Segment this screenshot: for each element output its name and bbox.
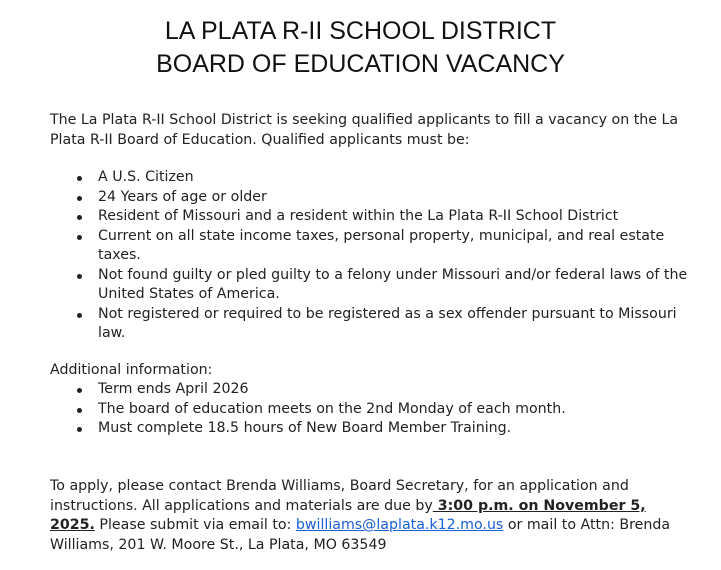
- list-item: Not registered or required to be registered as a sex offender pursuant to Missouri law.: [50, 305, 690, 344]
- list-item: The board of education meets on the 2nd Monday of each month.: [50, 400, 690, 420]
- title-line-2: BOARD OF EDUCATION VACANCY: [156, 50, 565, 78]
- list-item: Must complete 18.5 hours of New Board Member Training.: [50, 419, 690, 439]
- intro-paragraph: The La Plata R-II School District is seeking qualified applicants to fill a vacancy on the La Plata R-II Board of Education. Qualified applicants must be:: [50, 112, 679, 148]
- deadline: 3:00 p.m. on November 5, 2025.: [50, 497, 646, 533]
- apply-text: To apply, please contact Brenda Williams, Board Secretary, for an application and instructions. All applications and materials are due by: [50, 478, 629, 514]
- email-link[interactable]: bwilliams@laplata.k12.mo.us: [295, 517, 504, 533]
- title-line-1: LA PLATA R-II SCHOOL DISTRICT: [164, 17, 557, 45]
- list-item: Term ends April 2026: [50, 380, 690, 400]
- apply-text: Please submit via email to:: [94, 517, 296, 533]
- apply-text: or mail to Attn: Brenda Williams, 201 W. Moore St., La Plata, MO 63549: [50, 517, 671, 553]
- list-item: A U.S. Citizen: [50, 168, 690, 188]
- document-title: [0, 15, 721, 81]
- list-item: Not found guilty or pled guilty to a felony under Missouri and/or federal laws of the United States of America.: [50, 266, 690, 305]
- additional-heading: Additional information:: [50, 362, 213, 378]
- requirements-list: [50, 168, 690, 344]
- list-item: Current on all state income taxes, personal property, municipal, and real estate taxes.: [50, 227, 690, 266]
- additional-list: [50, 380, 690, 439]
- apply-paragraph: [50, 477, 682, 555]
- list-item: Resident of Missouri and a resident within the La Plata R-II School District: [50, 207, 690, 227]
- list-item: 24 Years of age or older: [50, 188, 690, 208]
